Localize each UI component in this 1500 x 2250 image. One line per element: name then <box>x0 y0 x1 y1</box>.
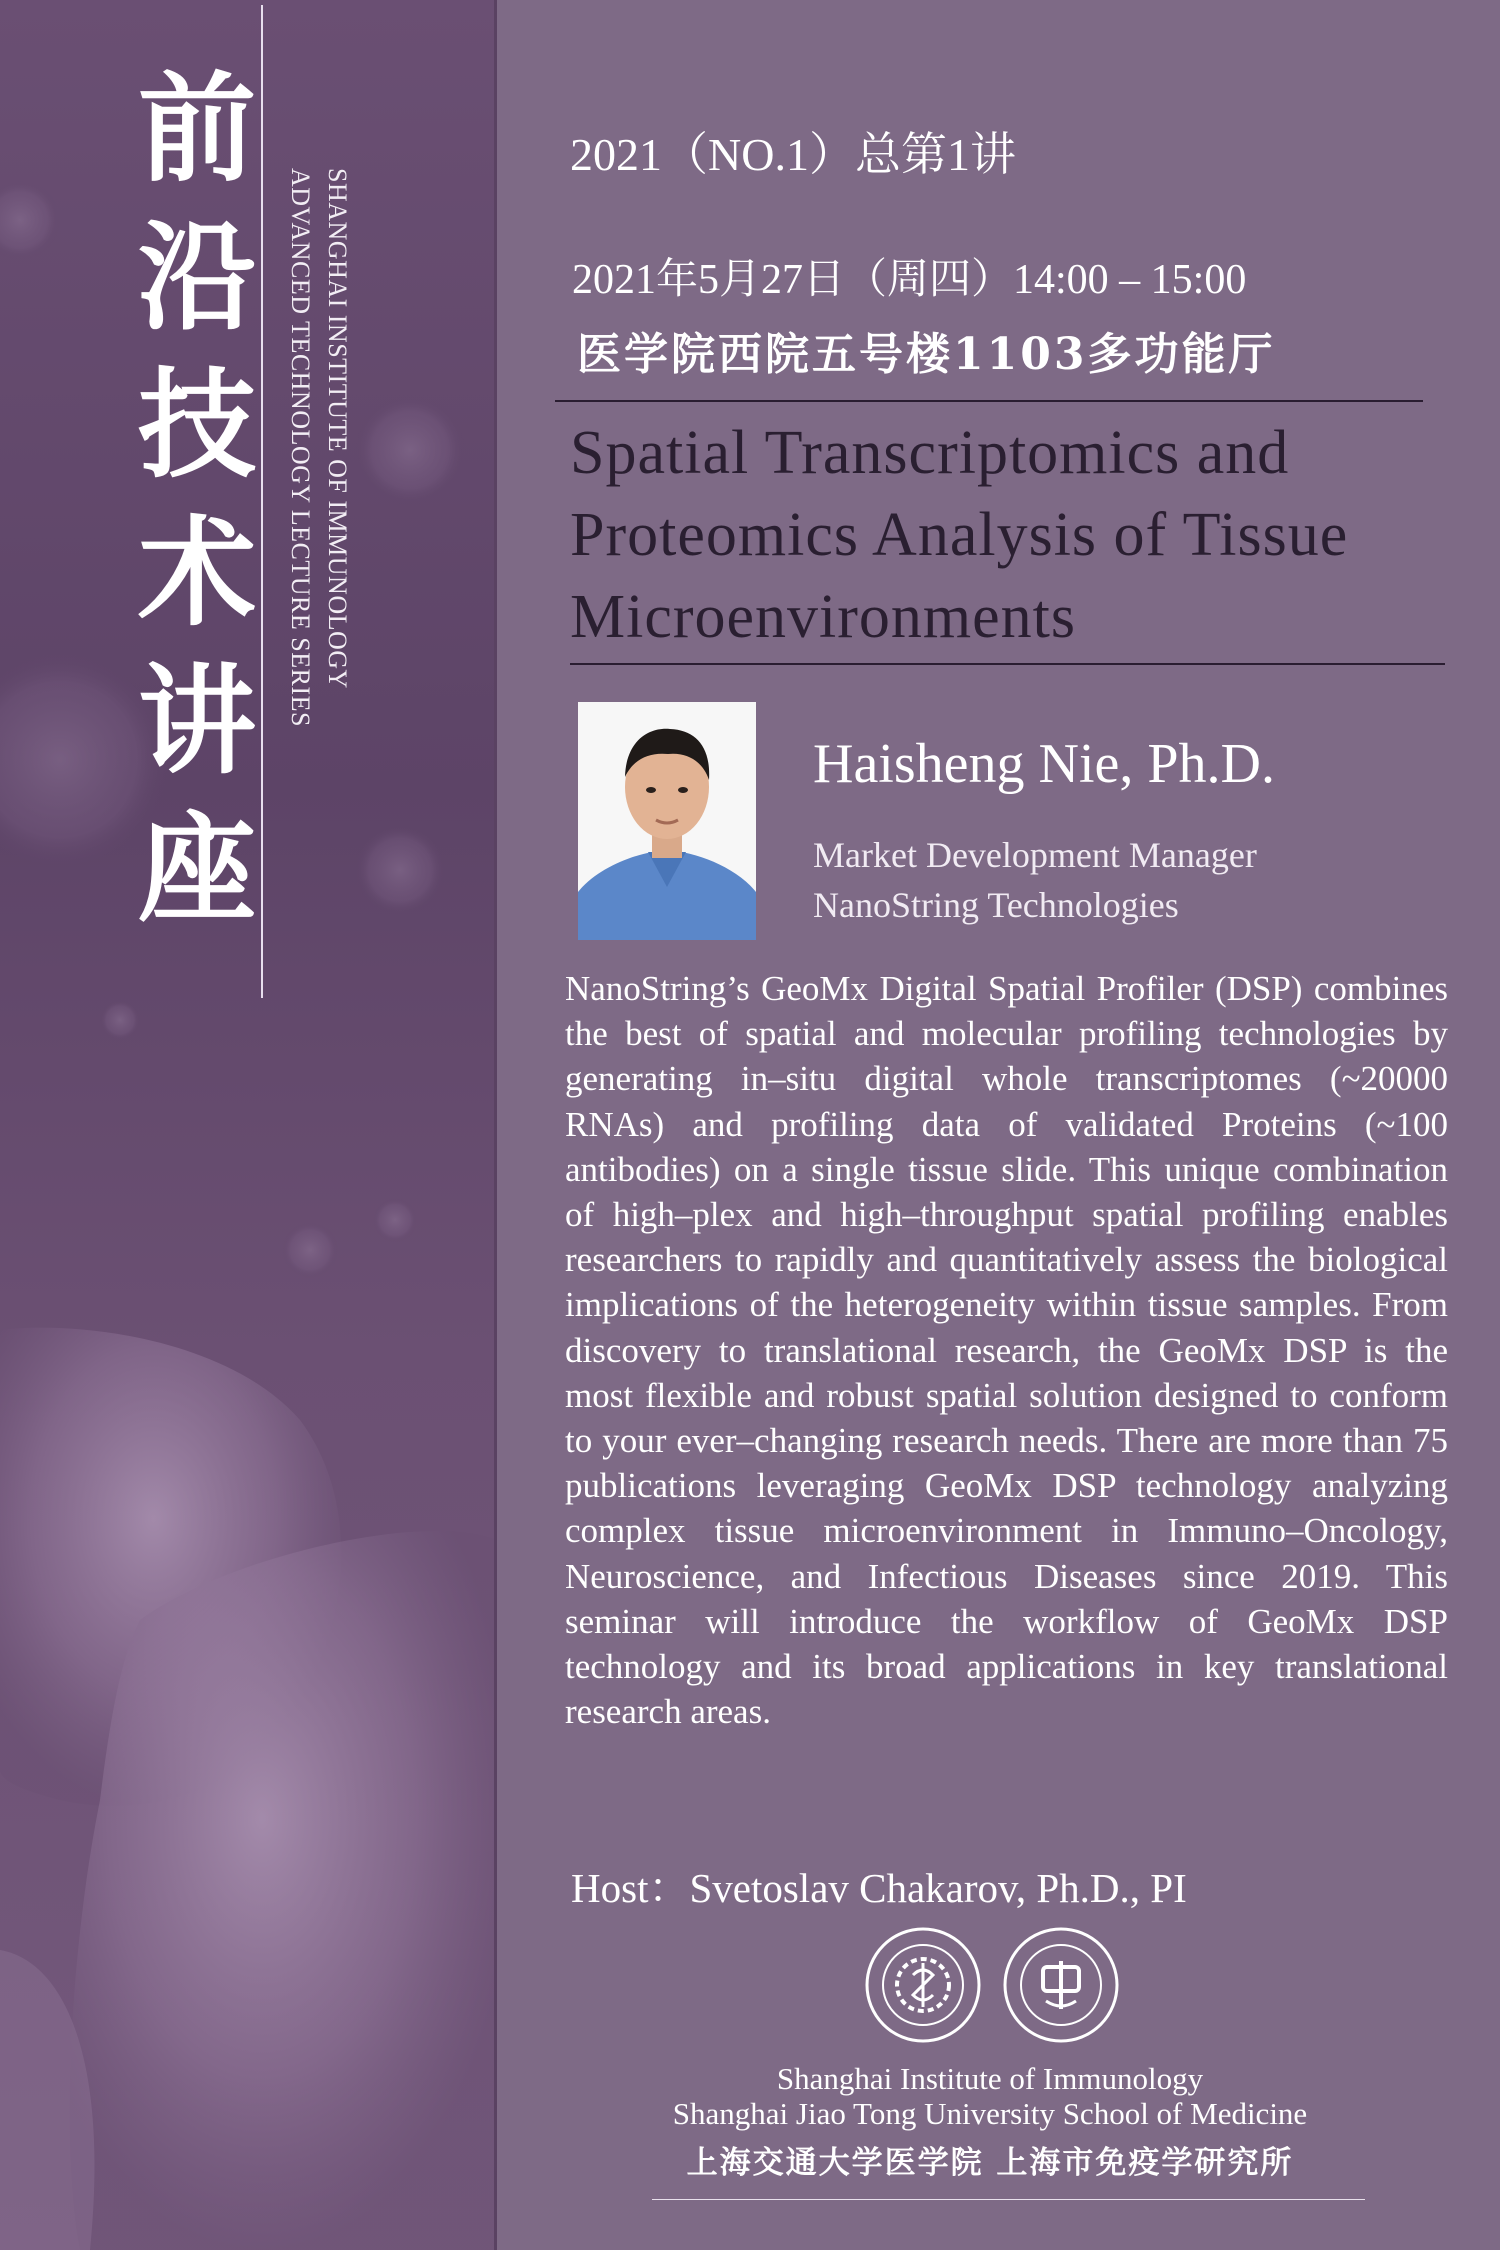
series-title-char: 座 <box>137 800 256 938</box>
speaker-position: Market Development Manager <box>813 835 1257 875</box>
speaker-photo <box>578 702 756 940</box>
series-title-char: 沿 <box>137 208 256 346</box>
lecture-number: 2021（NO.1）总第1讲 <box>570 129 1016 180</box>
panel-edge <box>494 0 497 2250</box>
organizer-en-line2: Shanghai Jiao Tong University School of Medicine <box>672 2096 1308 2131</box>
abstract-text: NanoString’s GeoMx Digital Spatial Profiler (DSP) combines the best of spatial and molecular profiling technologies by generating in–situ digital whole transcriptomes (~20000 RNAs) and profiling data of validated Proteins (~100 antibodies) on a single tissue slide. This unique combination of high–plex and high–throughput spatial profiling enables researchers to rapidly and quantitatively assess the biological implications of the heterogeneity within tissue samples. From discovery to translational research, the GeoMx DSP is the most flexible and robust spatial solution designed to conform to your ever–changing research needs. There are more than 75 publications leveraging GeoMx DSP technology analyzing complex tissue microenvironment in Immuno–Oncology, Neuroscience, and Infectious Diseases since 2019. This seminar will introduce the workflow of GeoMx DSP technology and its broad applications in key translational research areas. <box>565 969 1448 1732</box>
top-divider <box>555 400 1423 402</box>
series-title-char: 前 <box>137 60 256 198</box>
footer-divider <box>652 2199 1365 2200</box>
series-subtitle-line1: SHANGHAI INSTITUTE OF IMMUNOLOGY <box>323 168 352 689</box>
series-title-char: 讲 <box>137 652 256 790</box>
speaker-role <box>813 830 1257 930</box>
venue: 医学院西院五号楼1103多功能厅 <box>577 329 1276 380</box>
organizer-cn: 上海交通大学医学院 上海市免疫学研究所 <box>686 2145 1294 2181</box>
speaker-name: Haisheng Nie, Ph.D. <box>813 733 1275 795</box>
series-title-char: 技 <box>137 356 256 494</box>
shanghai-institute-immunology-seal-icon <box>1001 1925 1121 2045</box>
host: Host：Svetoslav Chakarov, Ph.D., PI <box>571 1865 1187 1911</box>
series-title-char: 术 <box>137 504 256 642</box>
talk-title: Spatial Transcriptomics and Proteomics Analysis of Tissue Microenvironments <box>570 419 1349 651</box>
date-time: 2021年5月27日（周四）14:00 – 15:00 <box>572 257 1247 303</box>
title-divider-line <box>261 5 263 998</box>
series-subtitle-line2: ADVANCED TECHNOLOGY LECTURE SERIES <box>286 168 315 727</box>
sjtu-medicine-seal-icon <box>863 1925 983 2045</box>
speaker-company: NanoString Technologies <box>813 885 1179 925</box>
title-divider <box>570 663 1445 665</box>
organizer-en-line1: Shanghai Institute of Immunology <box>776 2061 1204 2096</box>
series-title-cn <box>132 55 262 943</box>
